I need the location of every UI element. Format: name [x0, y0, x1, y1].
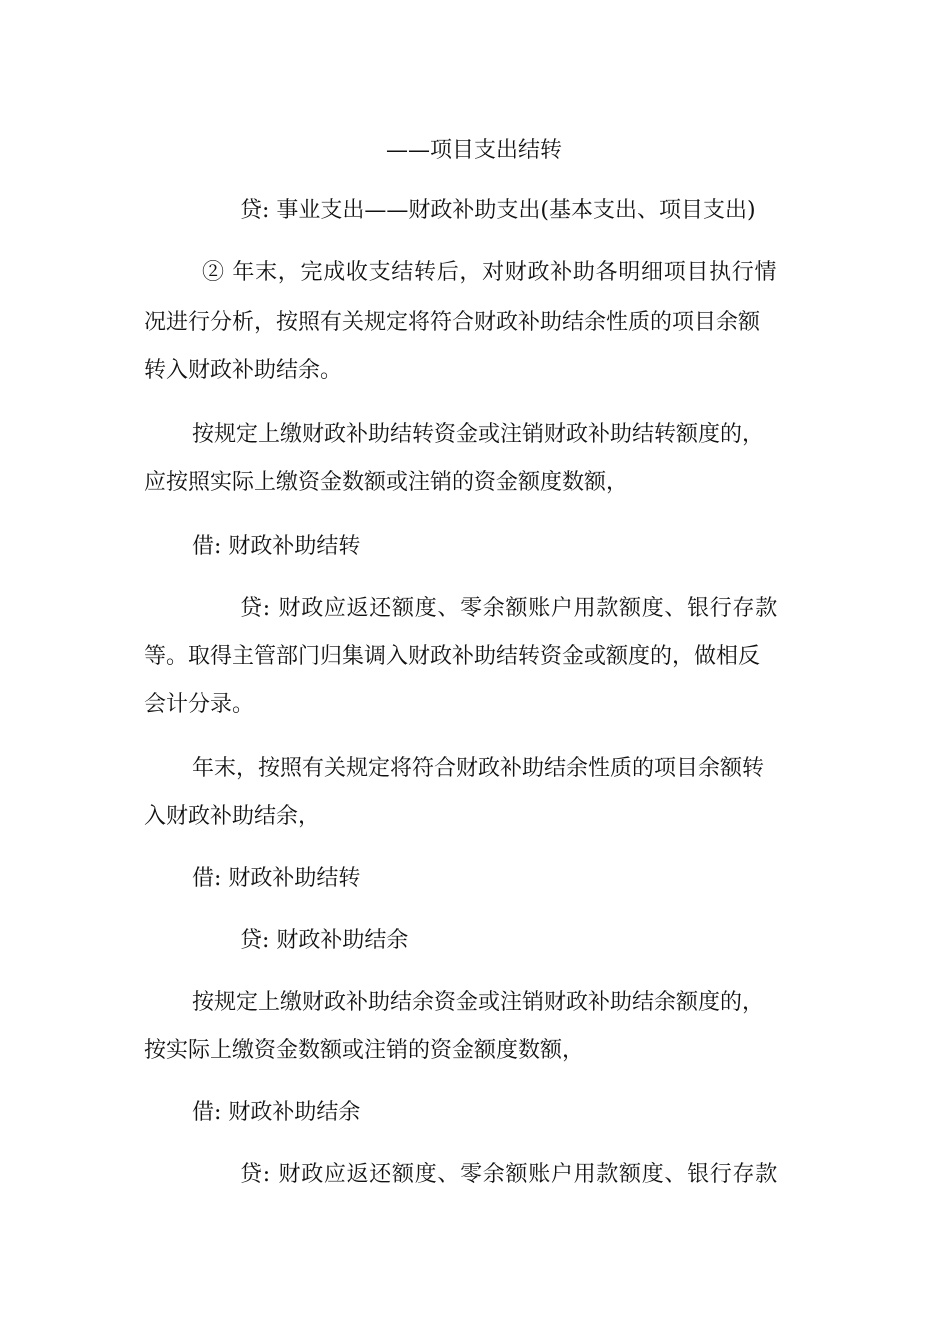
paragraph-line: ② 年末，完成收支结转后，对财政补助各明细项目执行情: [202, 260, 778, 285]
debit-entry-line: 借: 财政补助结转: [192, 534, 361, 559]
credit-entry-line: 贷: 财政应返还额度、零余额账户用款额度、银行存款: [240, 596, 778, 621]
paragraph-line: 入财政补助结余，: [144, 804, 321, 829]
paragraph-line: 按实际上缴资金数额或注销的资金额度数额，: [144, 1038, 585, 1063]
paragraph-line: 年末，按照有关规定将符合财政补助结余性质的项目余额转: [192, 756, 765, 781]
paragraph-line: 应按照实际上缴资金数额或注销的资金额度数额，: [144, 470, 629, 495]
paragraph-line: 按规定上缴财政补助结余资金或注销财政补助结余额度的，: [192, 990, 765, 1015]
debit-entry-line: 借: 财政补助结转: [192, 866, 361, 891]
credit-entry-line: 贷: 事业支出——财政补助支出(基本支出、项目支出): [240, 198, 756, 223]
paragraph-line: 等。取得主管部门归集调入财政补助结转资金或额度的，做相反: [144, 644, 761, 669]
credit-entry-line: 贷: 财政应返还额度、零余额账户用款额度、银行存款: [240, 1162, 778, 1187]
paragraph-line: 转入财政补助结余。: [144, 358, 343, 383]
paragraph-line: 会计分录。: [144, 692, 255, 717]
credit-entry-line: 贷: 财政补助结余: [240, 928, 409, 953]
debit-entry-line: 借: 财政补助结余: [192, 1100, 361, 1125]
paragraph-line: 按规定上缴财政补助结转资金或注销财政补助结转额度的，: [192, 422, 765, 447]
paragraph-line: 况进行分析，按照有关规定将符合财政补助结余性质的项目余额: [144, 310, 761, 335]
subheading-project-expense-carryover: ——项目支出结转: [386, 138, 563, 163]
